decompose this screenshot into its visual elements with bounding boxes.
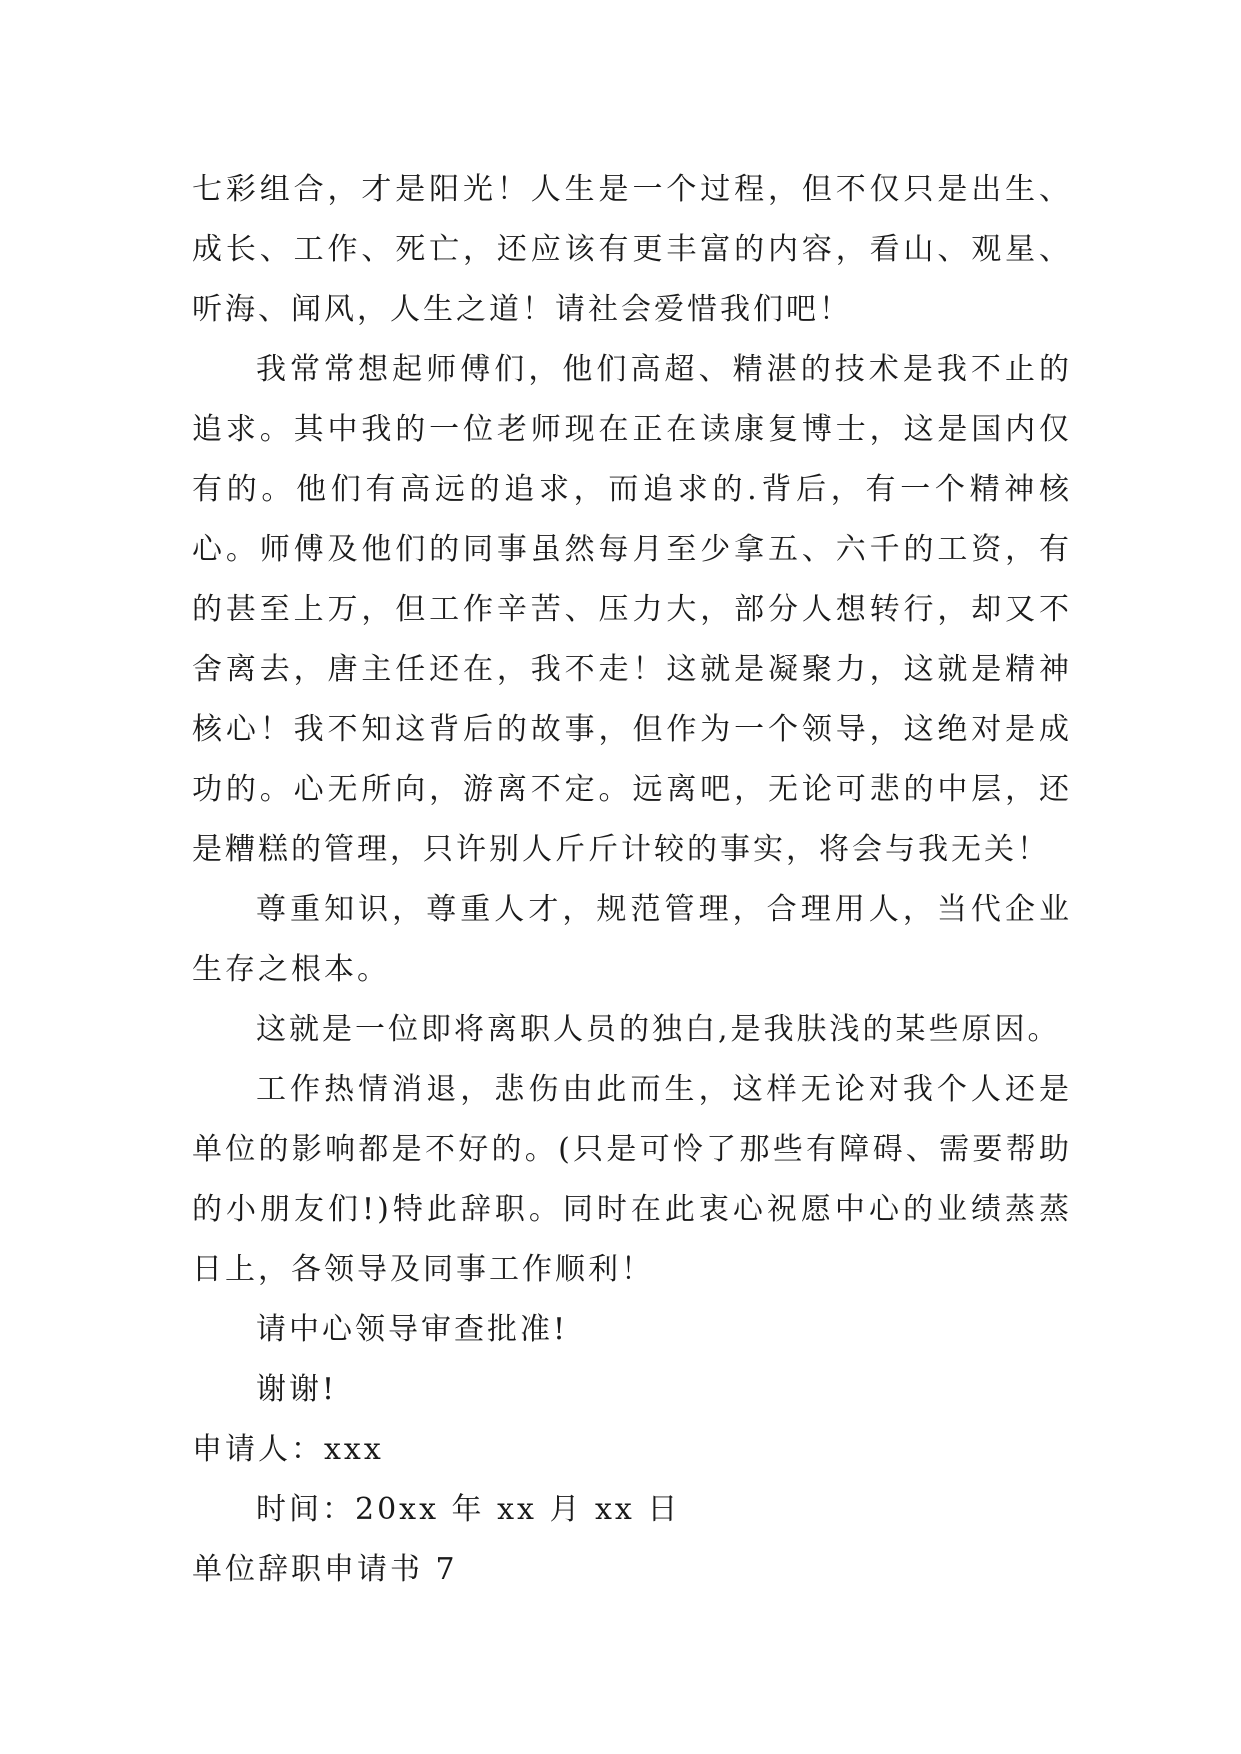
paragraph-thanks: 谢谢! bbox=[256, 1372, 338, 1407]
paragraph-respect: 尊重知识，尊重人才，规范管理，合理用人，当代企业生存之根本。 bbox=[192, 892, 1072, 987]
paragraph-resignation: 工作热情消退，悲伤由此而生，这样无论对我个人还是单位的影响都是不好的。(只是可怜了那些有障碍、需要帮助的小朋友们!)特此辞职。同时在此衷心祝愿中心的业绩蒸蒸日上，各领导及同事工作顺利！ bbox=[192, 1072, 1072, 1287]
date-line: 时间：20xx 年 xx 月 xx 日 bbox=[256, 1492, 681, 1527]
paragraph-mentors: 我常常想起师傅们，他们高超、精湛的技术是我不止的追求。其中我的一位老师现在正在读康复博士，这是国内仅有的。他们有高远的追求，而追求的.背后，有一个精神核心。师傅及他们的同事虽然每月至少拿五、六千的工资，有的甚至上万，但工作辛苦、压力大，部分人想转行，却又不舍离去，唐主任还在，我不走！这就是凝聚力，这就是精神核心！我不知这背后的故事，但作为一个领导，这绝对是成功的。心无所向，游离不定。远离吧，无论可悲的中层，还是糟糕的管理，只许别人斤斤计较的事实，将会与我无关！ bbox=[192, 352, 1072, 867]
applicant-line: 申请人：xxx bbox=[192, 1432, 384, 1467]
paragraph-request-approval: 请中心领导审查批准! bbox=[256, 1312, 569, 1347]
next-section-heading: 单位辞职申请书 7 bbox=[192, 1552, 458, 1587]
paragraph-continuation: 七彩组合，才是阳光！人生是一个过程，但不仅只是出生、成长、工作、死亡，还应该有更丰富的内容，看山、观星、听海、闻风，人生之道！请社会爱惜我们吧！ bbox=[192, 172, 1072, 327]
paragraph-monologue: 这就是一位即将离职人员的独白,是我肤浅的某些原因。 bbox=[256, 1012, 1061, 1047]
document-body bbox=[192, 160, 1072, 1600]
